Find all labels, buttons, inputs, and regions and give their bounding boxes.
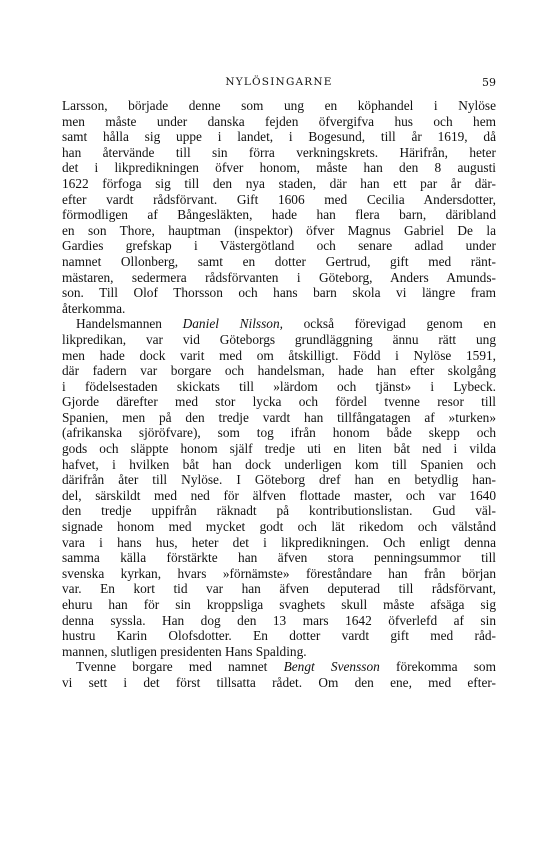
- text-line: men måste under danska fejden öfvergifva hus och hem: [62, 113, 496, 129]
- text-line: Gjorde därefter med stor lycka och fördel tvenne resor till: [62, 394, 496, 410]
- text-line: den tredje uppifrån räknadt på kontributionslistan. Gud väl-: [62, 503, 496, 519]
- text-line: därifrån åter till Nylöse. I Göteborg dref han en betydlig han-: [62, 472, 496, 488]
- text-line: mästaren, sedermera rådsförvanten i Göteborg, Anders Amunds-: [62, 269, 496, 285]
- text-line: där fadern var borgare och handelsman, hade han efter skolgång: [62, 363, 496, 379]
- text-line: hafvet, i hvilken båt han dock underligen kom till Spanien och: [62, 456, 496, 472]
- text-line: var. En kort tid var han äfven deputerad till rådsförvant,: [62, 581, 496, 597]
- text-line: Gardies grefskap i Västergötland och senare adlad under: [62, 238, 496, 254]
- text-line: del, särskildt med ned för älfven flottade master, och var 1640: [62, 487, 496, 503]
- text-line: vi sett i det först tillsatta rådet. Om den ene, med efter-: [62, 674, 496, 690]
- running-title: NYLÖSINGARNE: [225, 76, 333, 88]
- text-line: ehuru han för sin kroppsliga svaghets skull måste afsäga sig: [62, 597, 496, 612]
- text-line: Larsson, började denne som ung en köphandel i Nylöse: [62, 98, 496, 113]
- text-line: hustru Karin Olofsdotter. En dotter vardt gift med råd-: [62, 628, 496, 644]
- text-line: 1622 förfoga sig till den nya staden, där han ett par år där-: [62, 175, 496, 191]
- text-line: han återvände till sin förra verkningskrets. Härifrån, heter: [62, 144, 496, 160]
- text-line: efter vardt rådsförvant. Gift 1606 med Cecilia Andersdotter,: [62, 191, 496, 207]
- text-line: i födelsestaden skickats till »lärdom och tjänst» i Lybeck.: [62, 378, 496, 394]
- text-line: likpredikan, var vid Göteborgs grundläggning ännu rätt ung: [62, 331, 496, 347]
- text-line: namnet Ollonberg, samt en dotter Gertrud, gift med ränt-: [62, 253, 496, 269]
- text-line: mannen, slutligen presidenten Hans Spalding.: [62, 643, 307, 659]
- text-line: Tvenne borgare med namnet Bengt Svensson förekomma som: [76, 659, 496, 675]
- text-line: men hade dock varit med om åtskilligt. Född i Nylöse 1591,: [62, 347, 496, 363]
- running-head: [62, 76, 496, 92]
- text-line: en son Thore, hauptman (inspektor) öfver Magnus Gabriel De la: [62, 222, 496, 238]
- text-line: Spanien, men på den tredje vardt han tillfångatagen af »turken»: [62, 409, 496, 425]
- text-line: svenska kyrkan, hvars »förnämste» föreståndare han från början: [62, 565, 496, 581]
- text-line: denna syssla. Han dog den 13 mars 1642 öfverlefd af sin: [62, 612, 496, 628]
- italic-name: Daniel Nilsson,: [182, 316, 283, 332]
- body-text: [62, 98, 496, 691]
- text-line: (afrikanska sjöröfvare), som tog ifrån honom både skepp och: [62, 425, 496, 441]
- text-line: återkomma.: [62, 300, 126, 316]
- text-line: son. Till Olof Thorsson och hans barn skola vi längre fram: [62, 285, 496, 301]
- text-line: samma källa förstärkte han äfven stora penningsummor till: [62, 550, 496, 566]
- text-line: samt hålla sig uppe i landet, i Bogesund, till år 1619, då: [62, 129, 496, 145]
- page-number: 59: [482, 76, 496, 89]
- text-line: signade honom med mycket godt och lät rikedom och välstånd: [62, 519, 496, 535]
- text-line: vara i hans hus, heter det i likpredikningen. Och enligt denna: [62, 534, 496, 550]
- text-line: förmodligen af Bångesläkten, hade han flera barn, däribland: [62, 207, 496, 223]
- text-line: Handelsmannen Daniel Nilsson, också förevigad genom en: [76, 316, 496, 332]
- text-line: det i likpredikningen öfver honom, måste han den 8 augusti: [62, 160, 496, 176]
- text-line: gods och släppte honom själf tredje uti en liten båt ned i vilda: [62, 441, 496, 457]
- italic-name: Bengt Svensson: [283, 659, 380, 675]
